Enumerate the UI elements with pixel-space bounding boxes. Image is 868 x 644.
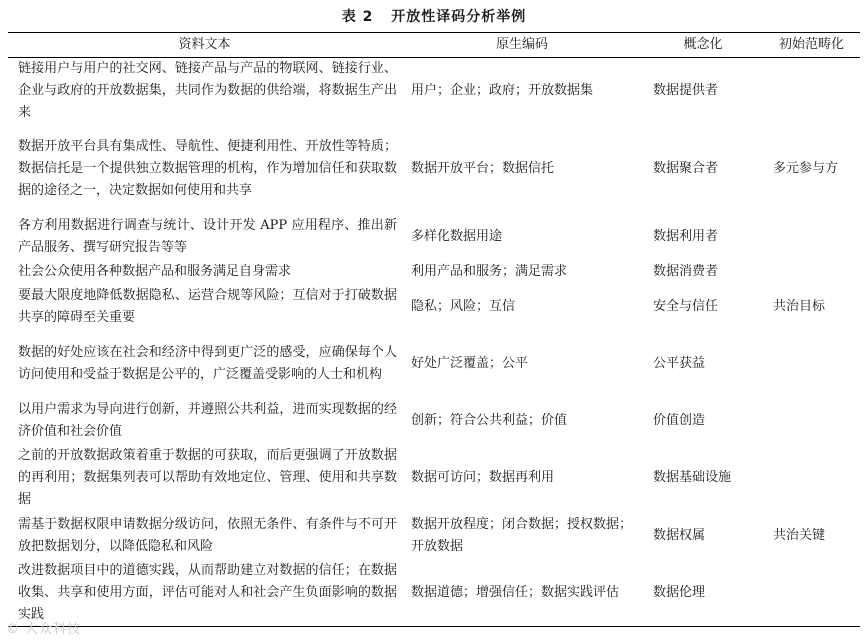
- category-cell: [763, 398, 860, 444]
- category-cell: [763, 214, 860, 260]
- table-row: [8, 560, 860, 627]
- category-cell: 多元参与方: [773, 161, 839, 176]
- source-text-cell: 以用户需求为导向进行创新，并遵照公共利益，进而实现数据的经济价值和社会价值: [18, 402, 397, 439]
- concept-cell: 数据聚合者: [653, 161, 719, 176]
- concept-cell: 安全与信任: [653, 299, 719, 314]
- coding-table: [8, 32, 860, 627]
- category-cell: [763, 444, 860, 512]
- source-text-cell: 要最大限度地降低数据隐私、运营合规等风险；互信对于打破数据共享的障碍至关重要: [18, 288, 397, 325]
- header-conceptualization: 概念化: [683, 37, 723, 52]
- table-caption: [0, 6, 868, 26]
- header-initial-category: 初始范畴化: [778, 37, 844, 52]
- watermark: © 大众科技: [6, 622, 82, 637]
- original-code-cell: 好处广泛覆盖；公平: [411, 356, 529, 371]
- table-row: [8, 124, 860, 214]
- source-text-cell: 改进数据项目中的道德实践，从而帮助建立对数据的信任；在数据收集、共享和使用方面，评估可能对人和社会产生负面影响的数据实践: [18, 563, 397, 622]
- header-row: [8, 33, 860, 58]
- header-source-text: 资料文本: [178, 37, 231, 52]
- table-row: [8, 398, 860, 444]
- source-text-cell: 数据的好处应该在社会和经济中得到更广泛的感受，应确保每个人访问使用和受益于数据是公平的，广泛覆盖受影响的人士和机构: [18, 345, 397, 382]
- category-cell: 共治关键: [773, 528, 826, 543]
- concept-cell: 公平获益: [653, 356, 706, 371]
- table-row: [8, 260, 860, 284]
- table-number: 表 2: [341, 9, 374, 25]
- original-code-cell: 数据道德；增强信任；数据实践评估: [411, 585, 620, 600]
- category-cell: 共治目标: [773, 299, 826, 314]
- source-text-cell: 各方利用数据进行调查与统计、设计开发 APP 应用程序、推出新产品服务、撰写研究报告等等: [18, 218, 397, 255]
- concept-cell: 数据权属: [653, 528, 706, 543]
- original-code-cell: 创新；符合公共利益；价值: [411, 413, 568, 428]
- original-code-cell: 数据开放程度；闭合数据；授权数据；开放数据: [411, 517, 633, 554]
- source-text-cell: 数据开放平台具有集成性、导航性、便捷利用性、开放性等特质；数据信托是一个提供独立数据管理的机构，作为增加信任和获取数据的途径之一，决定数据如何使用和共享: [18, 139, 397, 198]
- concept-cell: 数据基础设施: [653, 470, 732, 485]
- header-original-code: 原生编码: [495, 37, 548, 52]
- original-code-cell: 数据可访问；数据再利用: [411, 470, 555, 485]
- table-row: [8, 214, 860, 260]
- concept-cell: 数据利用者: [653, 229, 719, 244]
- table-row: [8, 284, 860, 330]
- category-cell: [763, 58, 860, 125]
- concept-cell: 数据提供者: [653, 83, 719, 98]
- table-row: [8, 512, 860, 560]
- source-text-cell: 链接用户与用户的社交网、链接产品与产品的物联网、链接行业、企业与政府的开放数据集，共同作为数据的供给端，将数据生产出来: [18, 61, 397, 120]
- table-row: [8, 58, 860, 125]
- original-code-cell: 多样化数据用途: [411, 229, 503, 244]
- table-row: [8, 444, 860, 512]
- table-row: [8, 330, 860, 398]
- category-cell: [763, 560, 860, 627]
- source-text-cell: 社会公众使用各种数据产品和服务满足自身需求: [18, 264, 292, 279]
- concept-cell: 数据消费者: [653, 264, 719, 279]
- category-cell: [763, 260, 860, 284]
- source-text-cell: 需基于数据权限申请数据分级访问，依照无条件、有条件与不可开放把数据划分，以降低隐私和风险: [18, 517, 397, 554]
- concept-cell: 价值创造: [653, 413, 706, 428]
- original-code-cell: 利用产品和服务；满足需求: [411, 264, 568, 279]
- concept-cell: 数据伦理: [653, 585, 706, 600]
- original-code-cell: 用户；企业；政府；开放数据集: [411, 83, 594, 98]
- category-cell: [763, 330, 860, 398]
- table-title: 开放性译码分析举例: [391, 9, 527, 25]
- original-code-cell: 隐私；风险；互信: [411, 299, 516, 314]
- original-code-cell: 数据开放平台；数据信托: [411, 161, 555, 176]
- source-text-cell: 之前的开放数据政策着重于数据的可获取，而后更强调了开放数据的再利用；数据集列表可以帮助有效地定位、管理、使用和共享数据: [18, 448, 397, 507]
